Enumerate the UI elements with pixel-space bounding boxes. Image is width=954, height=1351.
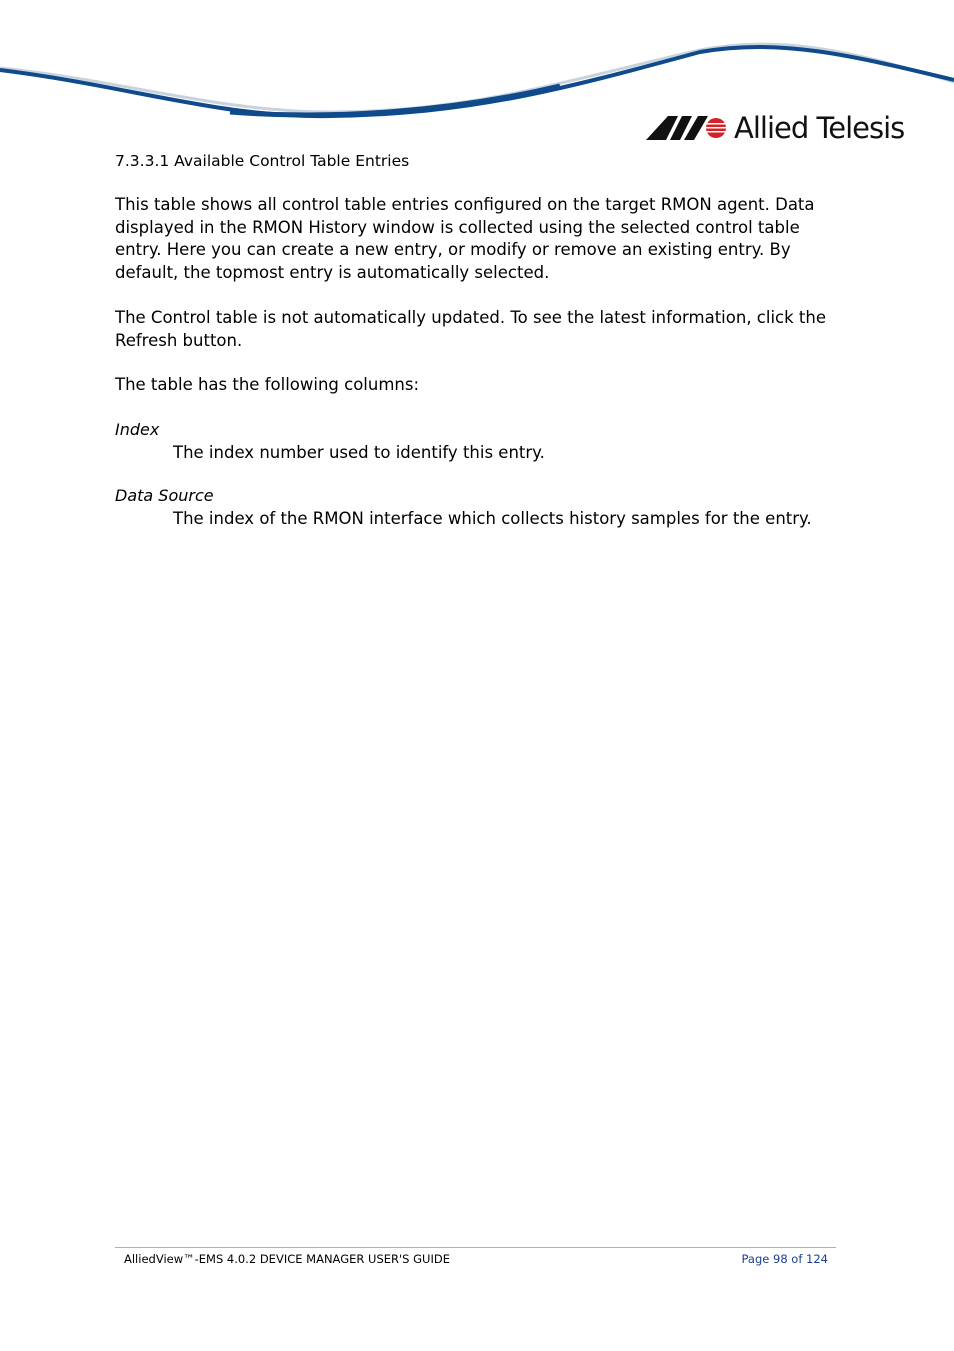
logo-mark-icon: [646, 114, 728, 140]
section-title: 7.3.3.1 Available Control Table Entries: [115, 152, 410, 170]
allied-telesis-logo: [646, 108, 906, 148]
footer-guide-title: AlliedView™-EMS 4.0.2 DEVICE MANAGER USER'S GUIDE: [124, 1252, 450, 1266]
column-definition-index: The index number used to identify this entry.: [173, 443, 545, 462]
column-definition-data-source: The index of the RMON interface which collects history samples for the entry.: [173, 509, 812, 528]
paragraph-columns-intro: The table has the following columns:: [115, 375, 420, 394]
logo-text: Allied Telesis: [734, 111, 905, 145]
document-body: [115, 150, 845, 528]
column-term-index: Index: [115, 420, 160, 439]
column-term-data-source: Data Source: [115, 486, 214, 505]
footer-page-number: Page 98 of 124: [741, 1252, 828, 1266]
paragraph-refresh: The Control table is not automatically updated. To see the latest information, click the Refresh button.: [115, 308, 826, 350]
footer-divider: [115, 1247, 836, 1248]
paragraph-intro: This table shows all control table entries configured on the target RMON agent. Data displayed in the RMON History window is collected using the selected control table entry. Here you can create a new entry, or modify or remove an existing entry. By default, the topmost entry is automatically selected.: [115, 195, 815, 282]
